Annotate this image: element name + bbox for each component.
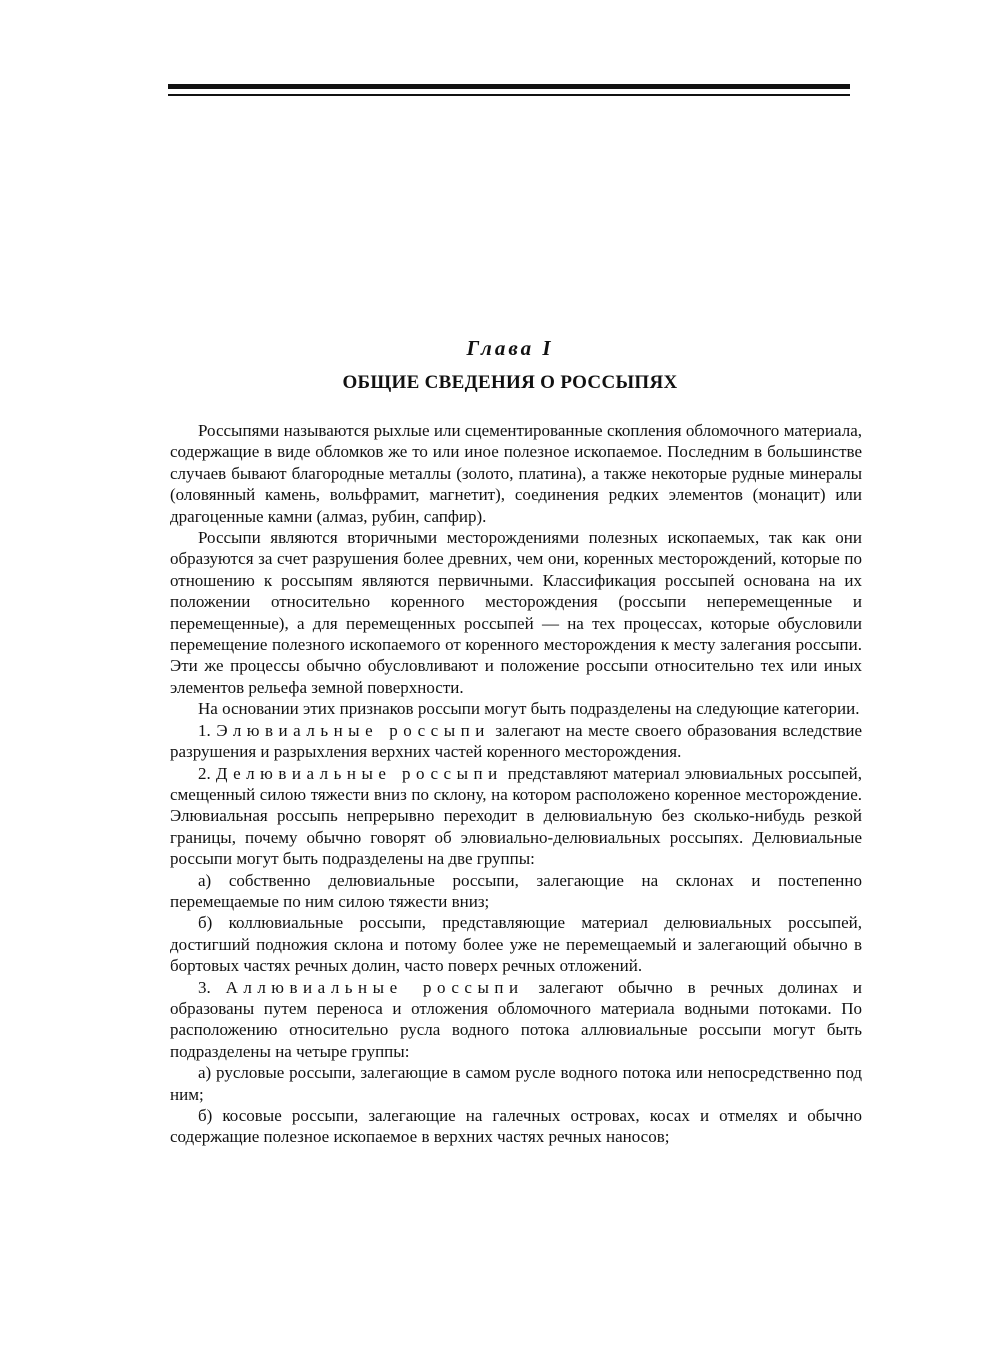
paragraph-deluvial-a <box>170 870 862 913</box>
paragraph-alluvial <box>170 977 862 1063</box>
paragraph-deluvial <box>170 763 862 870</box>
paragraph-categories-intro <box>170 698 862 719</box>
header-rule-thick <box>168 84 850 89</box>
paragraph-deluvial-b <box>170 912 862 976</box>
list-number: 1. <box>198 720 211 740</box>
paragraph-intro <box>170 420 862 527</box>
paragraph-text: представляют материал элювиальных россыпей, смещенный силою тяжести вниз по склону, на котором расположено коренное месторождение. Элювиальная россыпь непрерывно переходит в делювиальную без сколько-нибудь резкой границы, почему обычно говорят об элювиально-делювиальных россыпях. Делювиальные россыпи могут быть подразделены на две группы: <box>170 763 862 869</box>
category-term: Элювиальные россыпи <box>216 720 490 740</box>
chapter-label: Глава I <box>466 336 554 360</box>
paragraph-eluvial <box>170 720 862 763</box>
header-rule-thin <box>168 94 850 96</box>
paragraph-text: залегают обычно в речных долинах и образованы путем переноса и отложения обломочного материала водными потоками. По расположению относительно русла водного потока аллювиальные россыпи могут быть подразделены на четыре группы: <box>170 977 862 1061</box>
paragraph-text: а) русловые россыпи, залегающие в самом русле водного потока или непосредственно под ним; <box>170 1063 862 1104</box>
list-number: 2. <box>198 763 211 783</box>
chapter-title: ОБЩИЕ СВЕДЕНИЯ О РОССЫПЯХ <box>342 372 678 393</box>
body-text <box>170 420 862 1148</box>
category-term: Делювиальные россыпи <box>215 763 503 783</box>
paragraph-text: На основании этих признаков россыпи могут быть подразделены на следующие категории. <box>198 699 860 719</box>
category-term: Аллювиальные россыпи <box>225 977 524 997</box>
paragraph-text: Россыпи являются вторичными месторождениями полезных ископаемых, так как они образуются за счет разрушения более древних, чем они, коренных месторождений, которые по отношению к россыпям являются первичными. Классификация россыпей основана на их положении относительно коренного месторождения (россыпи неперемещенные и перемещенные), а для перемещенных россыпей — на тех процессах, которые обусловили перемещение полезного ископаемого от коренного месторождения к месту залегания россыпи. Эти же процессы обычно обусловливают и положение россыпи относительно тех или иных элементов рельефа земной поверхности. <box>170 528 862 697</box>
paragraph-alluvial-a <box>170 1062 862 1105</box>
paragraph-text: Россыпями называются рыхлые или сцементированные скопления обломочного материала, содержащие в виде обломков же то или иное полезное ископаемое. Последним в большинстве случаев бывают благородные металлы (золото, платина), а также некоторые рудные минералы (оловянный камень, вольфрамит, магнетит), соединения редких элементов (монацит) или драгоценные камни (алмаз, рубин, сапфир). <box>170 421 862 526</box>
paragraph-text: б) коллювиальные россыпи, представляющие материал делювиальных россыпей, достигший подножия склона и потому более уже не перемещаемый и залегающий обычно в бортовых частях речных долин, часто поверх речных отложений. <box>170 913 862 976</box>
paragraph-text: залегают на месте своего образования вследствие разрушения и разрыхления верхних частей коренного месторождения. <box>170 720 863 762</box>
paragraph-alluvial-b <box>170 1105 862 1148</box>
paragraph-text: б) косовые россыпи, залегающие на галечных островах, косах и отмелях и обычно содержащие полезное ископаемое в верхних частях речных наносов; <box>170 1106 862 1147</box>
paragraph-text: а) собственно делювиальные россыпи, залегающие на склонах и постепенно перемещаемые по ним силою тяжести вниз; <box>170 870 862 911</box>
list-number: 3. <box>198 977 211 997</box>
paragraph-secondary-deposits <box>170 527 862 698</box>
